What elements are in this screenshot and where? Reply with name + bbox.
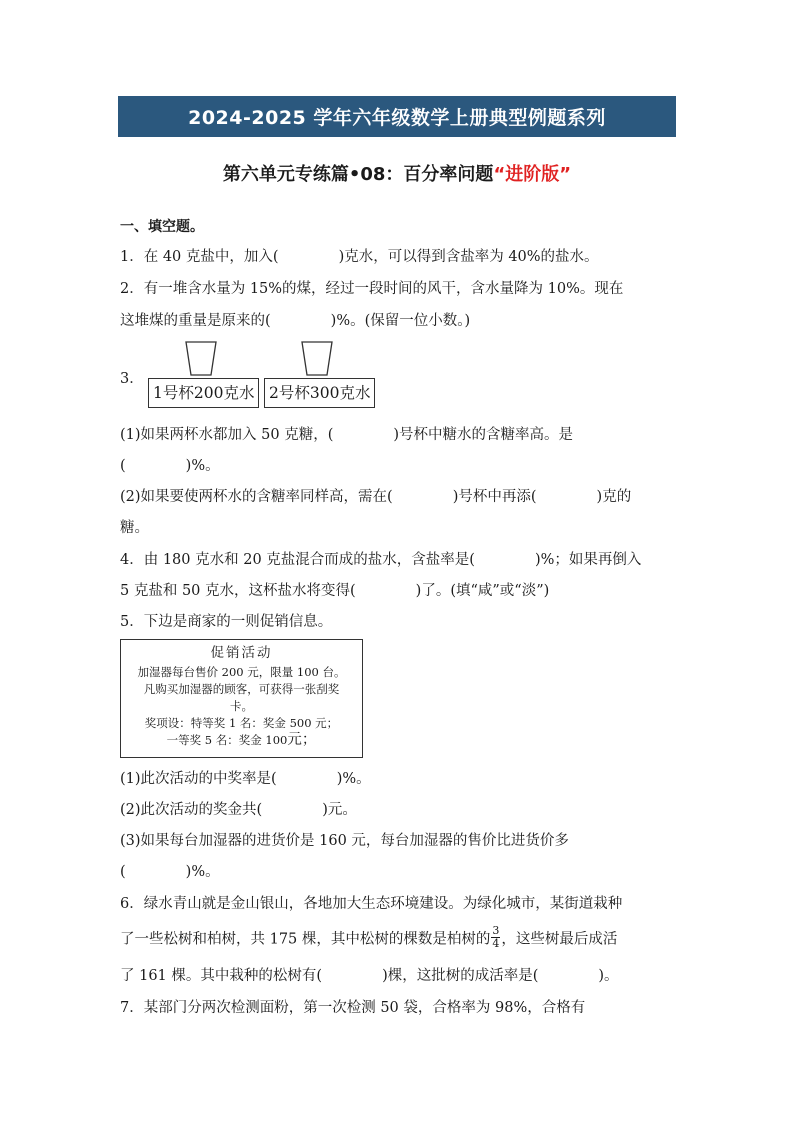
question-5-part-1: (1)此次活动的中奖率是( )%。 [120,771,371,787]
question-3-part-1-cont: ( )%。 [120,458,220,474]
question-5-part-3: (3)如果每台加湿器的进货价是 160 元，每台加湿器的售价比进货价多 [120,833,569,849]
question-2-line-2: 这堆煤的重量是原来的( )%。(保留一位小数。) [120,313,471,329]
question-3-part-2: (2)如果要使两杯水的含糖率同样高，需在( )号杯中再添( )克的 [120,489,632,505]
cups-figure [148,340,388,412]
unit-title: 第六单元专练篇•08：百分率问题 [222,164,494,185]
question-6-line-3: 了 161 棵。其中栽种的松树有( )棵，这批树的成活率是( )。 [120,968,619,984]
promotion-line: 加湿器每台售价 200 元，限量 100 台。 [137,665,346,679]
question-6-line-2: 了一些松树和柏树，共 175 棵，其中松树的棵数是柏树的 $\frac{3}{4}$ ，这些树最后成活 [120,924,618,950]
cup-icon [184,340,218,376]
question-6-line-1: 6．绿水青山就是金山银山，各地加大生态环境建设。为绿化城市，某街道栽种 [120,896,623,912]
promotion-line: 奖项设：特等奖 1 名：奖金 500 元； [144,716,339,730]
question-3-number: 3． [120,371,144,387]
page-title [0,160,794,186]
level-tag: “进阶版” [493,164,572,185]
promotion-title: 促销活动 [210,645,273,661]
series-banner: 2024-2025 学年六年级数学上册典型例题系列 [118,96,676,137]
promotion-box [120,639,363,758]
question-1: 1．在 40 克盐中，加入( )克水，可以得到含盐率为 40%的盐水。 [120,249,599,265]
cup-2-label: 2号杯300克水 [264,378,375,408]
question-5-part-3-cont: ( )%。 [120,864,220,880]
cup-icon [300,340,334,376]
question-4-line-2: 5 克盐和 50 克水，这杯盐水将变得( )了。(填“咸”或“淡”) [120,583,550,599]
section-heading: 一、填空题。 [120,219,204,235]
promotion-line: 凡购买加湿器的顾客，可获得一张刮奖 [143,682,340,696]
promotion-line: 卡。 [230,699,253,713]
question-4-line-1: 4．由 180 克水和 20 克盐混合而成的盐水，含盐率是( )%；如果再倒入 [120,552,642,568]
question-3-part-1: (1)如果两杯水都加入 50 克糖，( )号杯中糖水的含糖率高。是 [120,427,574,443]
question-2-line-1: 2．有一堆含水量为 15%的煤，经过一段时间的风干，含水量降为 10%。现在 [120,281,624,297]
question-3-part-2-cont: 糖。 [120,520,149,536]
question-5-part-2: (2)此次活动的奖金共( )元。 [120,802,357,818]
fraction: $\frac{3}{4}$ [492,924,500,950]
question-5-intro: 5．下边是商家的一则促销信息。 [120,614,333,630]
promotion-line: 一等奖 5 名：奖金 100元； [166,732,317,748]
question-7-line-1: 7．某部门分两次检测面粉，第一次检测 50 袋，合格率为 98%，合格有 [120,1000,586,1016]
cup-1-label: 1号杯200克水 [148,378,259,408]
